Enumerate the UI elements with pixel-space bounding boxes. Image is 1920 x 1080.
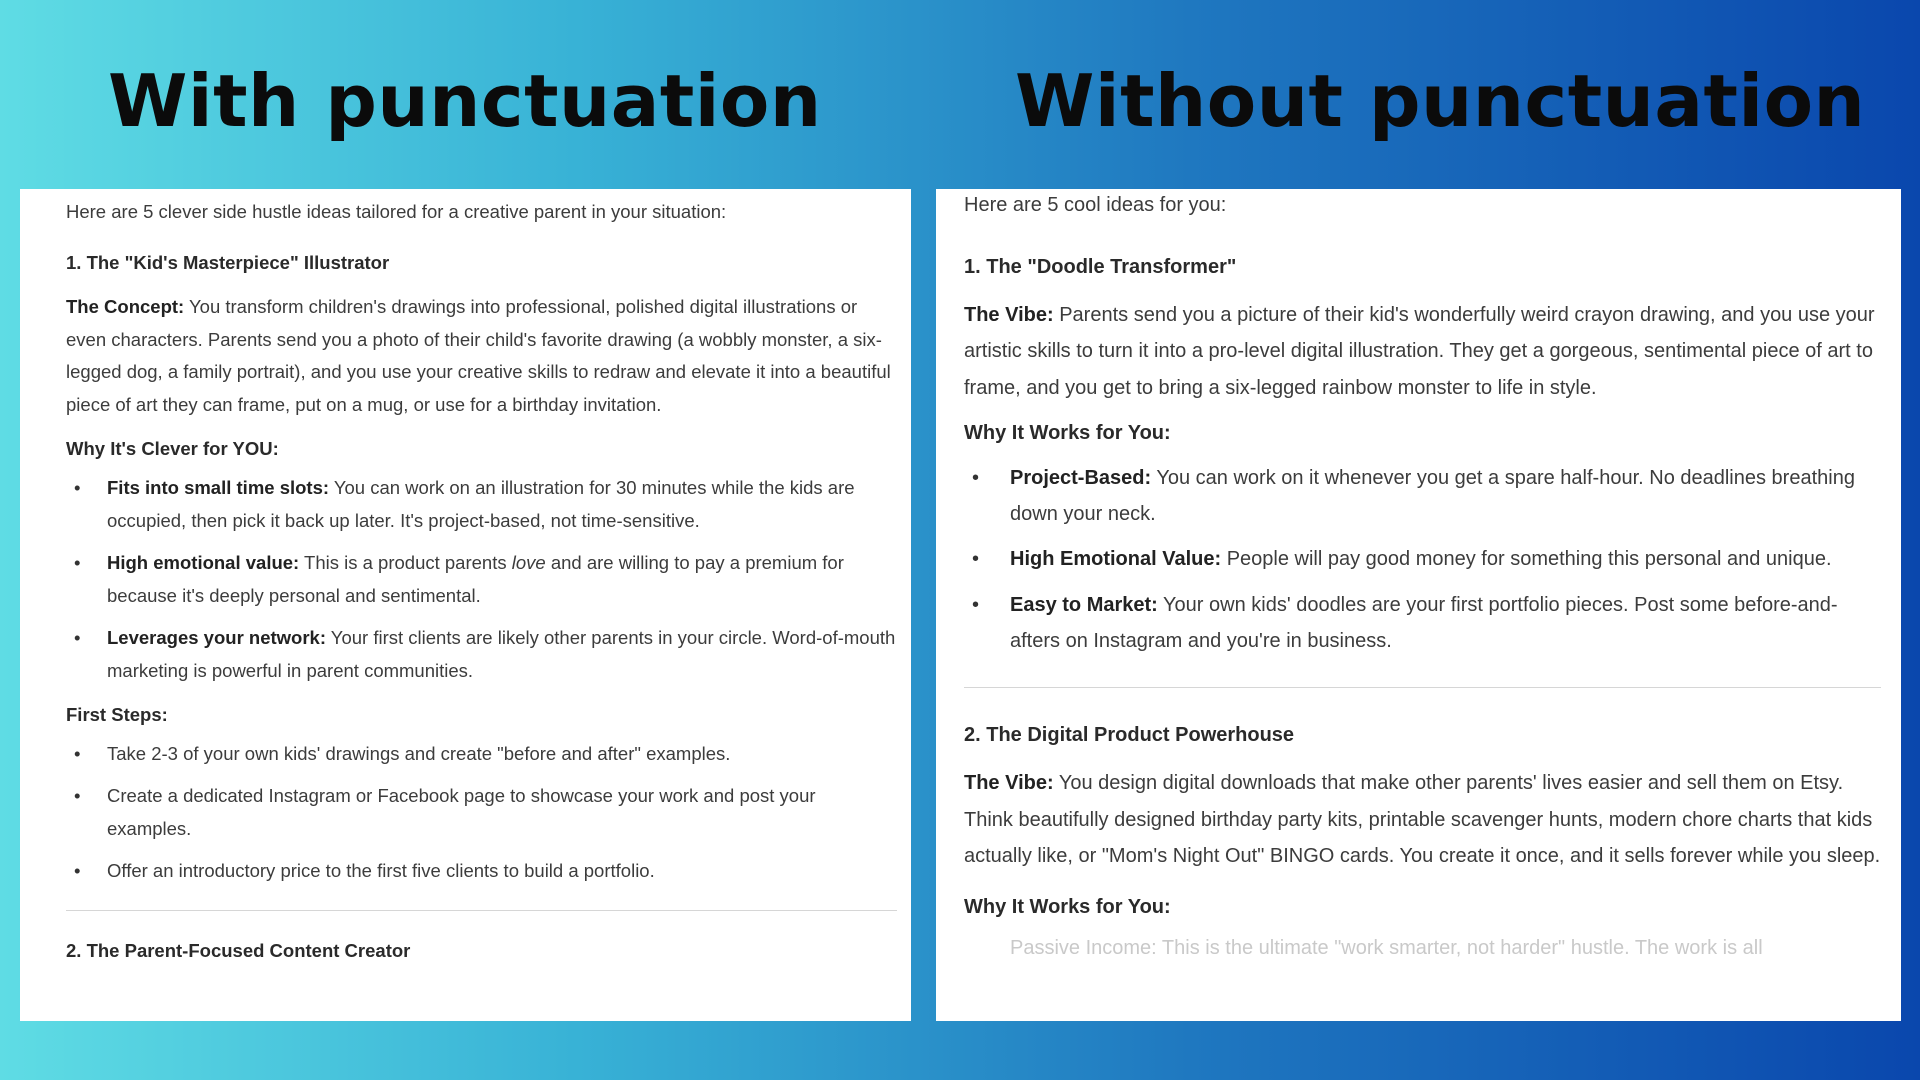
why-works-heading: Why It Works for You:: [964, 896, 1171, 919]
bullet-text: You can work on it whenever you get a spare half-hour. No deadlines breathing down your neck.: [1010, 467, 1855, 525]
list-item: [66, 622, 897, 688]
vibe-label: The Vibe:: [964, 772, 1054, 795]
without-punctuation-panel: [936, 189, 1901, 1021]
section-divider: [964, 687, 1881, 688]
list-item: [964, 588, 1881, 659]
bullet-text: and are willing to pay a premium for because it's deeply personal and sentimental.: [107, 552, 844, 607]
list-item: [66, 472, 897, 538]
intro-text: Here are 5 clever side hustle ideas tailored for a creative parent in your situation:: [66, 201, 727, 222]
why-clever-list: [66, 472, 897, 688]
bullet-label: Leverages your network:: [107, 626, 326, 648]
concept-label: The Concept:: [66, 295, 185, 317]
bullet-text: People will pay good money for something this personal and unique.: [1221, 548, 1832, 571]
section-2-title: 2. The Digital Product Powerhouse: [964, 724, 1295, 747]
bullet-label: High Emotional Value:: [1010, 548, 1222, 571]
section-1-title: 1. The "Kid's Masterpiece" Illustrator: [66, 251, 390, 273]
list-item: • Offer an introductory price to the first five clients to build a portfolio.: [66, 855, 897, 888]
bullet-text: Your first clients are likely other parents in your circle. Word-of-mouth marketing is powerful in parent communities.: [107, 626, 896, 681]
why-works-heading: Why It Works for You:: [964, 422, 1171, 445]
bullet-label: Project-Based:: [1010, 467, 1152, 490]
section-divider: [66, 910, 897, 911]
section-1-title: 1. The "Doodle Transformer": [964, 256, 1237, 278]
first-steps-list: [66, 738, 897, 888]
bullet-text: Your own kids' doodles are your first portfolio pieces. Post some before-and-afters on Instagram and you're in business.: [1010, 593, 1838, 652]
concept-text: You transform children's drawings into professional, polished digital illustrations or even characters. Parents send you a photo of their child's favorite drawing (a wobbly monster, a six-legged dog, a family portrait), and you use your creative skills to redraw and elevate it into a beautiful piece of art they can frame, put on a mug, or use for a birthday invitation.: [66, 295, 891, 416]
list-item: [66, 547, 897, 613]
bullet-text: This is a product parents: [299, 552, 512, 574]
bullet-label: High emotional value:: [107, 552, 300, 574]
first-steps-heading: First Steps:: [66, 703, 168, 725]
why-clever-heading: Why It's Clever for YOU:: [66, 438, 279, 460]
list-item: [964, 461, 1881, 532]
bullet-text: You can work on an illustration for 30 minutes while the kids are occupied, then pick it back up later. It's project-based, not time-sensitive.: [107, 477, 855, 532]
intro-text: Here are 5 cool ideas for you:: [964, 194, 1227, 216]
with-punctuation-heading: With punctuation: [108, 59, 822, 143]
cut-off-bullet-text: Passive Income: This is the ultimate "work smarter, not harder" hustle. The work is all: [1010, 937, 1763, 960]
vibe-label: The Vibe:: [964, 304, 1054, 326]
why-works-list: [964, 461, 1881, 659]
emphasis-text: love: [511, 552, 546, 574]
list-item: • Take 2-3 of your own kids' drawings and create "before and after" examples.: [66, 738, 897, 771]
list-item: • Create a dedicated Instagram or Facebook page to showcase your work and post your examples.: [66, 780, 897, 846]
bullet-label: Easy to Market:: [1010, 593, 1158, 616]
vibe-paragraph: [964, 765, 1881, 874]
bullet-label: Fits into small time slots:: [107, 477, 330, 499]
list-item: [964, 542, 1881, 578]
vibe-paragraph: [964, 297, 1881, 406]
concept-paragraph: [66, 291, 897, 423]
without-punctuation-heading: Without punctuation: [1015, 59, 1866, 143]
vibe-text: Parents send you a picture of their kid's wonderfully weird crayon drawing, and you use your artistic skills to turn it into a pro-level digital illustration. They get a gorgeous, sentimental piece of art to frame, and you get to bring a six-legged rainbow monster to life in style.: [964, 304, 1875, 399]
with-punctuation-panel: [20, 189, 911, 1021]
vibe-text: You design digital downloads that make other parents' lives easier and sell them on Etsy. Think beautifully designed birthday party kits, printable scavenger hunts, modern chore charts that kids actually like, or "Mom's Night Out" BINGO cards. You create it once, and it sells forever while you sleep.: [964, 772, 1881, 867]
section-2-title: 2. The Parent-Focused Content Creator: [66, 939, 411, 961]
